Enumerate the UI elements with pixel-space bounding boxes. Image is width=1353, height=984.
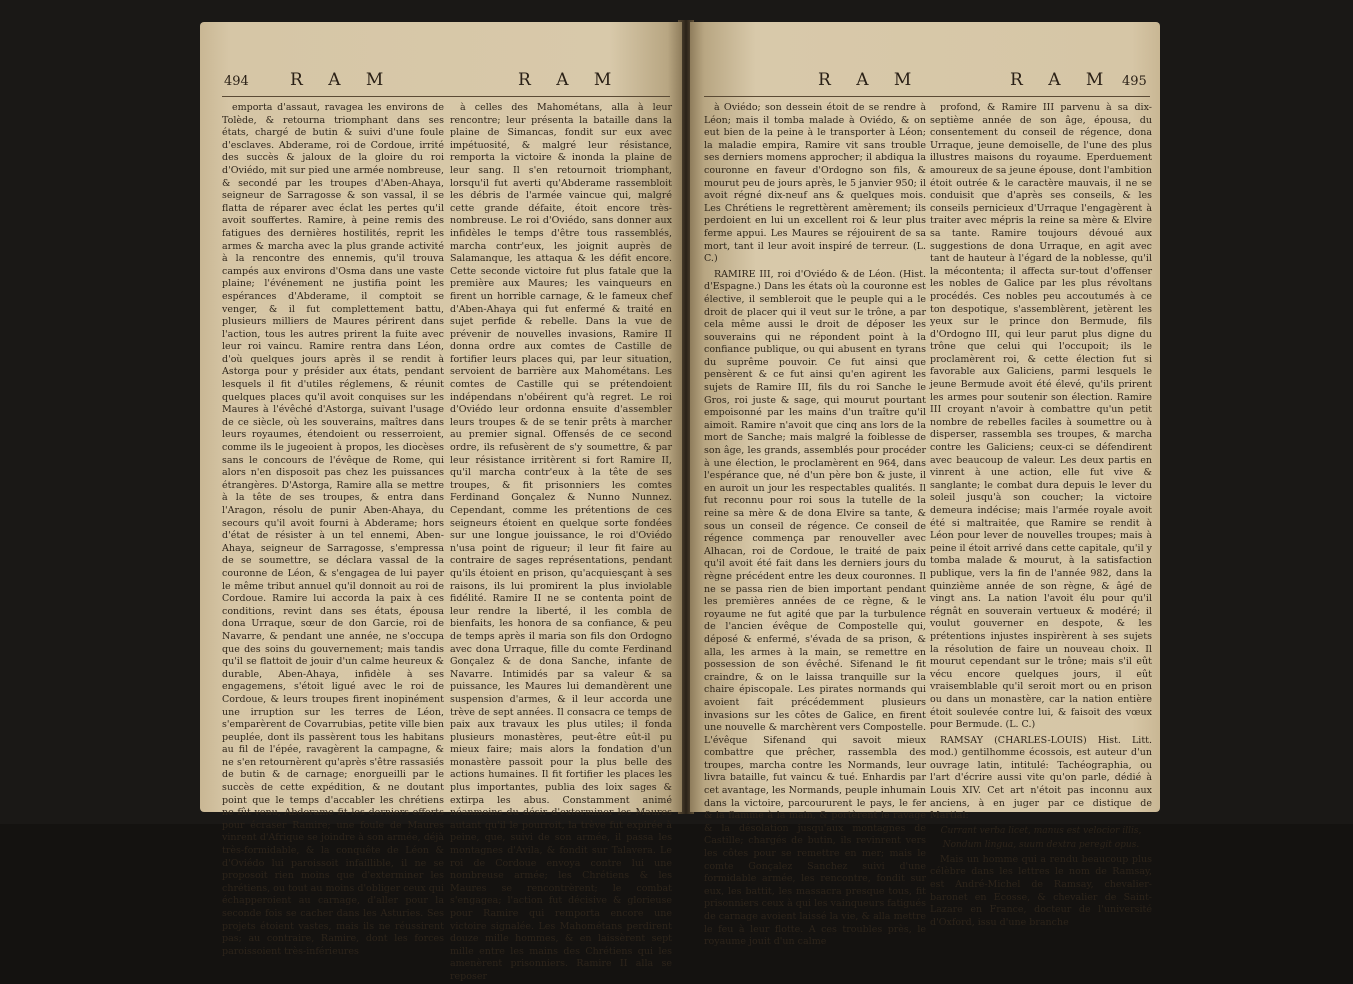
- right-column: [450, 102, 672, 982]
- page-number: 494: [224, 74, 249, 89]
- right-column: [930, 102, 1152, 928]
- martial-verse-1: Currant verba licet, manus est velocior illis,: [940, 825, 1142, 836]
- page-number: 495: [1122, 74, 1147, 89]
- paragraph: Mais un homme qui a rendu beaucoup plus célèbre dans les lettres le nom de Ramsay, est André-Michel de Ramsay, chevalier-baronet en Ecosse, & chevalier de Saint-Lazare en France, docteur de l'université d'Oxford, issu d'une branche: [930, 853, 1152, 928]
- entry-ramire-iii: RAMIRE III, roi d'Oviédo & de Léon. (Hist. d'Espagne.) Dans les états où la couronne est élective, il sembleroit que le peuple qui a le droit de placer qui il veut sur le trône, a par cela même aussi le droit de déposer les souverains qui ne répondent point à la confiance publique, ou qui abusent en tyrans du suprême pouvoir. Ce fut ainsi que pensèrent & ce fut ainsi qu'en agirent les sujets de Ramire III, fils du roi Sanche le Gros, roi juste & sage, qui mourut pourtant empoisonné par les mains d'un traître qu'il aimoit. Ramire n'avoit que cinq ans lors de la mort de Sanche; mais malgré la foiblesse de son âge, les grands, assemblés pour procéder à une élection, le proclamèrent en 964, dans l'espérance que, né d'un père bon & juste, il en auroit un jour les respectables qualités. Il fut reconnu pour roi sous la tutelle de la reine sa mère & de dona Elvire sa tante, & sous un conseil de régence. Ce conseil de régence commença par renouveller avec Alhacan, roi de Cordoue, le traité de paix qu'il avoit été fait dans les derniers jours du règne précédent entre les deux couronnes. Il ne se passa rien de bien important pendant les premières années de ce règne, & le royaume ne fut agité que par la turbulence de l'ancien évêque de Compostelle qui, déposé & enfermé, s'évada de sa prison, & alla, les armes à la main, se remettre en possession de son évêché. Sifenand le fit craindre, & on le laissa tranquille sur la chaire épiscopale. Les pirates normands qui avoient fait précédemment plusieurs invasions sur les côtes de Galice, en firent une nouvelle & marchèrent vers Compostelle. L'évêque Sifenand qui savoit mieux combattre que prêcher, rassembla des troupes, marcha contre les Normands, leur livra bataille, fut vaincu & tué. Enhardis par cet avantage, les Normands, peuple inhumain dans la victoire, parcoururent le pays, le fer & la flamme à la main, & portèrent le ravage & la désolation jusqu'aux montagnes de Castille; chargés de butin, ils revinrent vers les côtes pour se remettre en mer; mais le comte Gonçalez Sanchez suivi d'une formidable armée, les rencontre, fondit sur eux, les battit, les massacra presque tous, fit prisonniers ceux à qui les vainqueurs fatigués de carnage avoient laissé la vie, & alla mettre le feu à leur flotte. A ces troubles près, le royaume jouit d'un calme: [704, 268, 926, 948]
- left-page: [200, 22, 682, 982]
- left-column: [704, 102, 926, 948]
- running-head: R A M: [818, 70, 922, 90]
- paragraph: profond, & Ramire III parvenu à sa dix-septième année de son âge, épousa, du consentement du conseil de régence, dona Urraque, jeune demoiselle, de l'une des plus illustres maisons du royaume. Eperduement amoureux de sa jeune épouse, dont l'ambition étoit outrée & le caractère mauvais, il ne se conduisit que d'après ses conseils, & les conseils pernicieux d'Urraque l'engagèrent à traiter avec mépris la reine sa mère & Elvire sa tante. Ramire toujours dévoué aux suggestions de dona Urraque, en agit avec tant de hauteur à l'égard de la noblesse, qu'il la mécontenta; il affecta sur-tout d'offenser les nobles de Galice par les plus révoltans procédés. Ces nobles peu accoutumés à ce ton despotique, s'assemblèrent, jetèrent les yeux sur le prince don Bermude, fils d'Ordogno III, qui leur parut plus digne du trône que celui qui l'occupoit; ils le proclamèrent roi, & cette élection fut si favorable aux Galiciens, parmi lesquels le jeune Bermude avoit été élevé, qu'ils prirent les armes pour soutenir son élection. Ramire III croyant n'avoir à combattre qu'un petit nombre de rebelles faciles à soumettre ou à disperser, rassembla ses troupes, & marcha contre les Galiciens; ceux-ci se défendirent avec beaucoup de valeur. Les deux partis en vinrent à une action, elle fut vive & sanglante; le combat dura depuis le lever du soleil jusqu'à son coucher; la victoire demeura indécise; mais l'armée royale avoit été si maltraitée, que Ramire se rendit à Léon pour lever de nouvelles troupes; mais à peine il étoit arrivé dans cette capitale, qu'il y tomba malade & mourut, à la satisfaction publique, vers la fin de l'année 982, dans la quinzième année de son règne, & âgé de vingt ans. La nation l'avoit élu pour qu'il régnât en souverain vertueux & modéré; il voulut gouverner en despote, & les prétentions injustes inspirèrent à ses sujets la résolution de faire un nouveau choix. Il mourut cependant sur le trône; mais s'il eût vécu encore quelques jours, il eût vraisemblable qu'il seroit mort ou en prison ou dans un monastère, car la nation entière étoit soulevée contre lui, & faisoit des vœux pour Bermude. (L. C.): [930, 102, 1152, 731]
- left-column: [222, 102, 444, 957]
- paragraph: à Oviédo; son dessein étoit de se rendre à Léon; mais il tomba malade à Oviédo, & on eut bien de la peine à le transporter à Léon; la maladie empira, Ramire vit sans trouble ses derniers momens approcher; il abdiqua la couronne en faveur d'Ordogno son fils, & mourut peu de jours après, le 5 janvier 950; il avoit régné dix-neuf ans & quelques mois. Les Chrétiens le regrettèrent amèrement; ils perdoient en lui un excellent roi & leur plus ferme appui. Les Maures se réjouirent de sa mort, tant il leur avoit inspiré de terreur. (L. C.): [704, 102, 926, 265]
- running-head-2: R A M: [1010, 70, 1114, 90]
- running-head-2: R A M: [518, 70, 622, 90]
- martial-verse-2: Nondum lingua, suum dextra peregit opus.: [942, 839, 1140, 850]
- header-rule: [222, 96, 670, 97]
- header-rule: [704, 96, 1150, 97]
- entry-ramsay: RAMSAY (CHARLES-LOUIS) Hist. Litt. mod.) gentilhomme écossois, est auteur d'un ouvrage latin, intitulé: Tachéographia, ou l'art d'écrire aussi vite qu'on parle, dédié à Louis XIV. Cet art n'étoit pas inconnu aux anciens, à en juger par ce distique de Martial:: [930, 734, 1152, 822]
- paragraph: emporta d'assaut, ravagea les environs de Tolède, & retourna triomphant dans ses états, chargé de butin & suivi d'une foule d'esclaves. Abderame, roi de Cordoue, irrité des succès & jaloux de la gloire du roi d'Oviédo, mit sur pied une armée nombreuse, & secondé par les troupes d'Aben-Ahaya, seigneur de Sarragosse & son vassal, il se flatta de réparer avec éclat les pertes qu'il avoit souffertes. Ramire, à peine remis des fatigues des dernières hostilités, reprit les armes & marcha avec la plus grande activité à la rencontre des ennemis, qu'il trouva campés aux environs d'Osma dans une vaste plaine; l'événement ne justifia point les espérances d'Abderame, il comptoit se venger, & il fut complettement battu, plusieurs milliers de Maures périrent dans l'action, tous les autres prirent la fuite avec leur roi vaincu. Ramire rentra dans Léon, d'où quelques jours après il se rendit à Astorga pour y présider aux états, pendant lesquels il fit d'utiles réglemens, & réunit quelques places qu'il avoit conquises sur les Maures à l'évêché d'Astorga, suivant l'usage de ce siècle, où les souverains, maîtres dans leurs royaumes, étendoient ou resserroient, comme ils le jugeoient à propos, les diocèses sans le concours de l'évêque de Rome, qui alors n'en disposoit pas chez les puissances étrangères. D'Astorga, Ramire alla se mettre à la tête de ses troupes, & entra dans l'Aragon, résolu de punir Aben-Ahaya, du secours qu'il avoit fourni à Abderame; hors d'état de résister à un tel ennemi, Aben-Ahaya, seigneur de Sarragosse, s'empressa de se soumettre, se déclara vassal de la couronne de Léon, & s'engagea de lui payer le même tribut annuel qu'il donnoit au roi de Cordoue. Ramire lui accorda la paix à ces conditions, revint dans ses états, épousa dona Urraque, sœur de don Garcie, roi de Navarre, & pendant une année, ne s'occupa que des soins du gouvernement; mais tandis qu'il se flattoit de jouir d'un calme heureux & durable, Aben-Ahaya, infidèle à ses engagemens, s'étoit ligué avec le roi de Cordoue, & leurs troupes firent inopinément une irruption sur les terres de Léon, s'emparèrent de Covarrubias, petite ville bien peuplée, dont ils passèrent tous les habitans au fil de l'épée, ravagèrent la campagne, & ne s'en retournèrent qu'après s'être rassasiés de butin & de carnage; enorgueilli par le succès de cette expédition, & ne doutant point que le temps d'accabler les chrétiens ne fût venu, Abderame fit les derniers efforts pour écraser Ramire; une foule de Maures vinrent d'Afrique se joindre à son armée, déjà très-formidable, & la conquête de Léon & d'Oviédo lui paroissoit infaillible, il ne se proposoit rien moins que d'exterminer les chrétiens, ou tout au moins d'obliger ceux qui échapperoient au carnage, d'aller pour la seconde fois se cacher dans les Asturies. Ses projets étoient vastes, mais ils ne réussirent pas; au contraire, Ramire, dont les forces paroissoient très-inférieures: [222, 102, 444, 957]
- running-head: R A M: [290, 70, 394, 90]
- paragraph: à celles des Mahométans, alla à leur rencontre; leur présenta la bataille dans la plaine de Simancas, fondit sur eux avec impétuosité, & malgré leur résistance, remporta la victoire & inonda la plaine de leur sang. Il s'en retournoit triomphant, lorsqu'il fut averti qu'Abderame rassembloit les débris de l'armée vaincue qui, malgré cette grande défaite, étoit encore très-nombreuse. Le roi d'Oviédo, sans donner aux infidèles le temps d'être tous rassemblés, marcha contr'eux, les joignit auprès de Salamanque, les attaqua & les défit encore. Cette seconde victoire fut plus fatale que la première aux Maures; les vainqueurs en firent un horrible carnage, & le fameux chef d'Aben-Ahaya qui fut enfermé & traité en sujet perfide & rebelle. Dans la vue de prévenir de nouvelles invasions, Ramire II donna ordre aux comtes de Castille de fortifier leurs places qui, par leur situation, servoient de barrière aux Mahométans. Les comtes de Castille qui se prétendoient indépendans n'obéirent qu'à regret. Le roi d'Oviédo leur ordonna ensuite d'assembler leurs troupes & de se tenir prêts à marcher au premier signal. Offensés de ce second ordre, ils refusèrent de s'y soumettre, & par leur résistance irritèrent si fort Ramire II, qu'il marcha contr'eux à la tête de ses troupes, & fit prisonniers les comtes Ferdinand Gonçalez & Nunno Nunnez. Cependant, comme les prétentions de ces seigneurs étoient en quelque sorte fondées sur une longue jouissance, le roi d'Oviédo n'usa point de rigueur; il leur fit faire au contraire de sages représentations, pendant qu'ils étoient en prison, qu'acquiesçant à ses raisons, ils lui promirent la plus inviolable fidélité. Ramire II ne se contenta point de leur rendre la liberté, il les combla de bienfaits, les honora de sa confiance, & peu de temps après il maria son fils don Ordogno avec dona Urraque, fille du comte Ferdinand Gonçalez & de dona Sanche, infante de Navarre. Intimidés par sa valeur & sa puissance, les Maures lui demandèrent une suspension d'armes, & il leur accorda une trève de sept années. Il consacra ce temps de paix aux travaux les plus utiles; il fonda plusieurs monastères, peut-être eût-il pu mieux faire; mais alors la fondation d'un monastère passoit pour la plus belle des actions humaines. Il fit fortifier les places les plus importantes, publia des loix sages & extirpa les abus. Constamment animé néanmoins du désir d'exterminer les Maures autant qu'il le pourroit, la trève fut expirée à peine, que, suivi de son armée, il passa les montagnes d'Avila, & fondit sur Talavera. Le roi de Cordoue envoya contre lui une nombreuse armée; les Chrétiens & les Maures se rencontrèrent; le combat s'engagea; l'action fut décisive & glorieuse pour Ramire qui remporta encore une victoire signalée. Les Mahométans perdirent douze mille hommes, & en laissèrent sept mille entre les mains des Chrétiens qui les amenèrent prisonniers. Ramire II alla se reposer: [450, 102, 672, 982]
- right-page: [690, 22, 1160, 948]
